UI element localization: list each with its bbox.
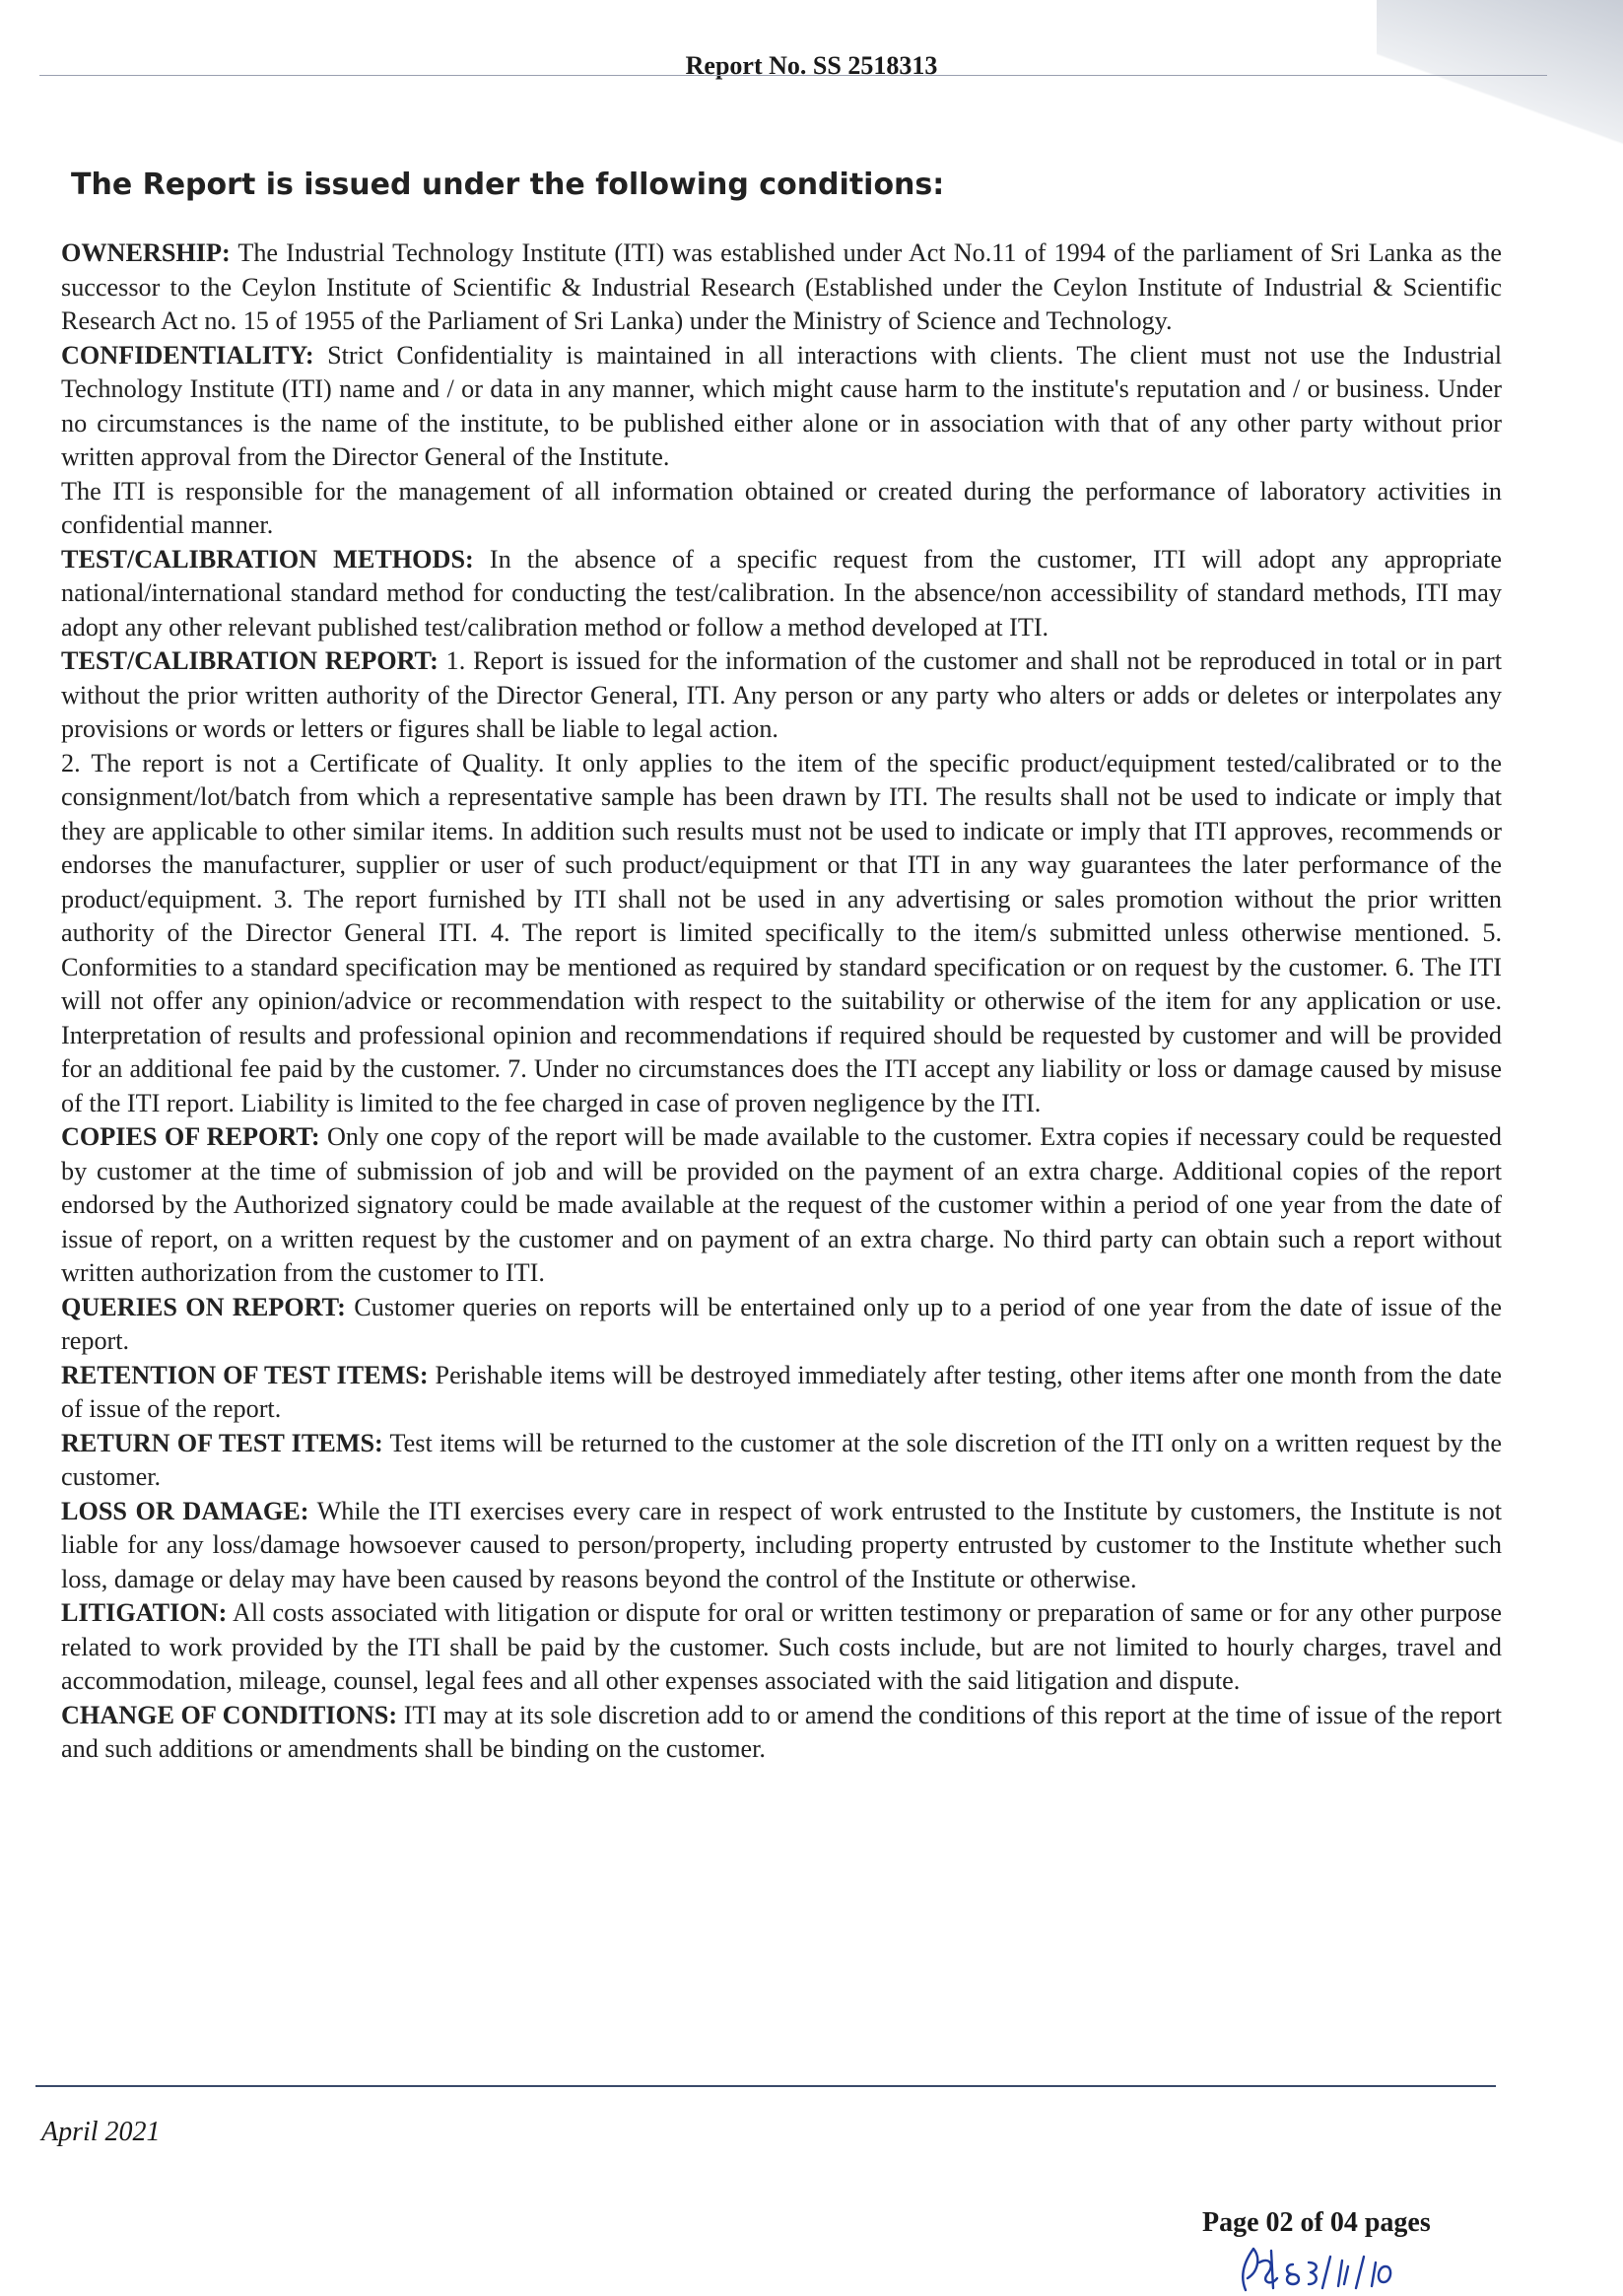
section-confidentiality <box>61 339 1502 475</box>
section-text: Strict Confidentiality is maintained in all interactions with clients. The client must not use the Industrial Technology Institute (ITI) name and / or data in any manner, which might cause harm to the institute's reputation and / or business. Under no circumstances is the name of the institute, to be published either alone or in association with that of any other party without prior written approval from the Director General of the Institute. <box>61 340 1502 471</box>
section-test-report <box>61 644 1502 747</box>
section-text: The Industrial Technology Institute (ITI) was established under Act No.11 of 1994 of the parliament of Sri Lanka as the successor to the Ceylon Institute of Scientific & Industrial Research (Established under the Ceylon Institute of Industrial & Scientific Research Act no. 15 of 1955 of the Parliament of Sri Lanka) under the Ministry of Science and Technology. <box>61 238 1502 335</box>
section-test-report-continued <box>61 747 1502 1121</box>
page-number: Page 02 of 04 pages <box>1202 2207 1431 2238</box>
section-litigation <box>61 1596 1502 1699</box>
footer-rule <box>35 2085 1496 2087</box>
section-copies <box>61 1120 1502 1291</box>
section-label: CHANGE OF CONDITIONS: <box>61 1700 398 1729</box>
section-label: OWNERSHIP: <box>61 238 231 267</box>
section-return <box>61 1427 1502 1495</box>
section-queries <box>61 1291 1502 1359</box>
header-rule <box>39 75 1547 76</box>
report-number: Report No. SS 2518313 <box>685 51 938 80</box>
section-text: ITI may at its sole discretion add to or amend the conditions of this report at the time of issue of the report and such additions or amendments shall be binding on the customer. <box>61 1700 1502 1763</box>
footer-date: April 2021 <box>41 2117 161 2147</box>
section-ownership <box>61 236 1502 339</box>
section-label: TEST/CALIBRATION REPORT: <box>61 646 439 675</box>
handwritten-initials <box>1232 2243 1458 2296</box>
section-text: Perishable items will be destroyed immediately after testing, other items after one month from the date of issue of the report. <box>61 1360 1502 1423</box>
section-label: CONFIDENTIALITY: <box>61 340 314 370</box>
section-text: Customer queries on reports will be entertained only up to a period of one year from the date of issue of the report. <box>61 1292 1502 1355</box>
conditions-body <box>61 236 1502 1767</box>
section-text: In the absence of a specific request from the customer, ITI will adopt any appropriate national/international standard method for conducting the test/calibration. In the absence/non accessibility of standard methods, ITI may adopt any other relevant published test/calibration method or follow a method developed at ITI. <box>61 544 1502 642</box>
section-loss-damage <box>61 1495 1502 1597</box>
section-text: While the ITI exercises every care in respect of work entrusted to the Institute by customers, the Institute is not liable for any loss/damage howsoever caused to person/property, including property entrusted by customer to the Institute whether such loss, damage or delay may have been caused by reasons beyond the control of the Institute or otherwise. <box>61 1496 1502 1593</box>
section-text: 1. Report is issued for the information of the customer and shall not be reproduced in total or in part without the prior written authority of the Director General, ITI. Any person or any party who alters or adds or deletes or interpolates any provisions or words or letters or figures shall be liable to legal action. <box>61 646 1502 743</box>
section-text: The ITI is responsible for the management of all information obtained or created during the performance of laboratory activities in confidential manner. <box>61 476 1502 539</box>
section-label: RETURN OF TEST ITEMS: <box>61 1428 383 1457</box>
section-change-conditions <box>61 1699 1502 1767</box>
section-test-methods <box>61 543 1502 645</box>
section-text: Only one copy of the report will be made available to the customer. Extra copies if necessary could be requested by customer at the time of submission of job and will be provided on the payment of an extra charge. Additional copies of the report endorsed by the Authorized signatory could be made available at the request of the customer within a period of one year from the date of issue of report, on a written request by the customer and on payment of an extra charge. No third party can obtain such a report without written authorization from the customer to ITI. <box>61 1122 1502 1287</box>
section-label: TEST/CALIBRATION METHODS: <box>61 544 474 574</box>
section-label: LOSS OR DAMAGE: <box>61 1496 309 1525</box>
conditions-heading: The Report is issued under the following conditions: <box>71 168 945 202</box>
section-label: COPIES OF REPORT: <box>61 1122 320 1151</box>
section-label: QUERIES ON REPORT: <box>61 1292 346 1321</box>
section-label: RETENTION OF TEST ITEMS: <box>61 1360 429 1389</box>
section-text: All costs associated with litigation or dispute for oral or written testimony or preparation of same or for any other purpose related to work provided by the ITI shall be paid by the customer. Such costs include, but are not limited to hourly charges, travel and accommodation, mileage, counsel, legal fees and all other expenses associated with the said litigation and dispute. <box>61 1598 1502 1695</box>
section-retention <box>61 1359 1502 1427</box>
section-confidentiality-note <box>61 475 1502 543</box>
section-label: LITIGATION: <box>61 1598 228 1627</box>
section-text: 2. The report is not a Certificate of Quality. It only applies to the item of the specific product/equipment tested/calibrated or to the consignment/lot/batch from which a representative sample has been drawn by ITI. The results shall not be used to indicate or imply that they are applicable to other similar items. In addition such results must not be used to indicate or imply that ITI approves, recommends or endorses the manufacturer, supplier or user of such product/equipment or that ITI in any way guarantees the later performance of the product/equipment. 3. The report furnished by ITI shall not be used in any advertising or sales promotion without the prior written authority of the Director General ITI. 4. The report is limited specifically to the item/s submitted unless otherwise mentioned. 5. Conformities to a standard specification may be mentioned as required by standard specification or on request by the customer. 6. The ITI will not offer any opinion/advice or recommendation with respect to the suitability or otherwise of the item for any application or use. Interpretation of results and professional opinion and recommendations if required should be requested by customer and will be provided for an additional fee paid by the customer. 7. Under no circumstances does the ITI accept any liability or loss or damage caused by misuse of the ITI report. Liability is limited to the fee charged in case of proven negligence by the ITI. <box>61 748 1502 1117</box>
section-text: Test items will be returned to the customer at the sole discretion of the ITI only on a written request by the customer. <box>61 1428 1502 1491</box>
